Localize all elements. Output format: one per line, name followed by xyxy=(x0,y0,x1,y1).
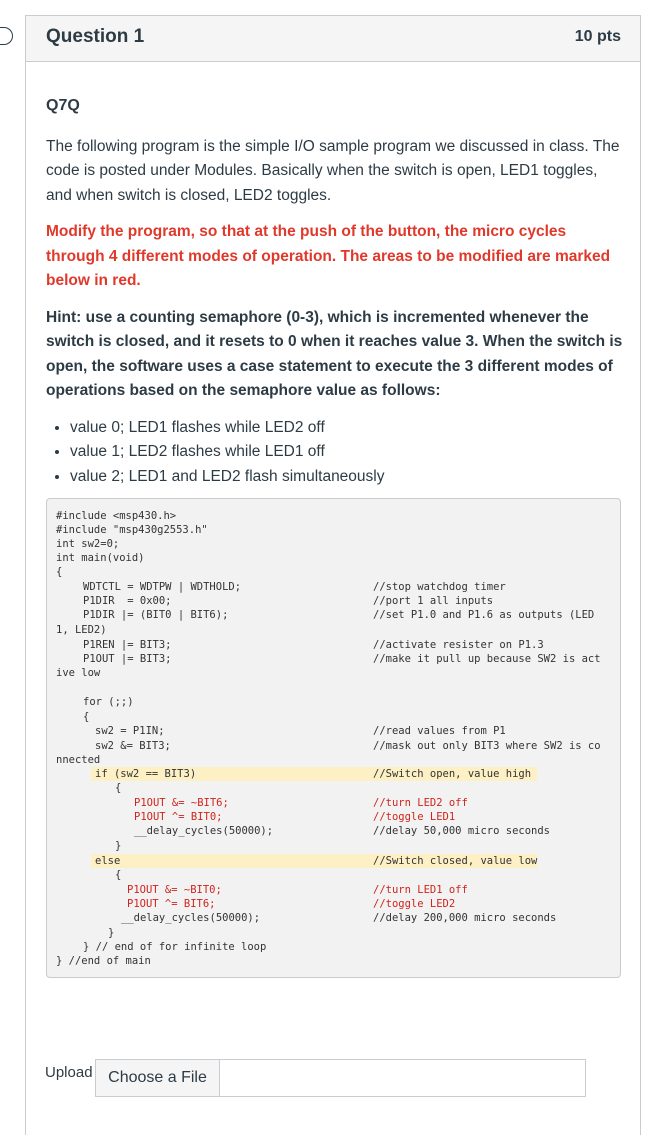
upload-label: Upload xyxy=(45,1064,93,1081)
code-line: P1OUT ^= BIT0; xyxy=(134,811,223,823)
code-line: P1OUT ^= BIT6; xyxy=(127,898,216,910)
hint-rest-text: When the switch is open, the software uses a case statement to execute the 3 different modes of operations based on the semaphore value as follows: xyxy=(46,333,623,399)
code-line: P1DIR = 0x00; xyxy=(83,595,172,607)
code-comment: //turn LED1 off xyxy=(373,884,468,896)
code-line: } xyxy=(108,927,115,939)
code-comment: //Switch closed, value low xyxy=(373,855,538,867)
code-line: for (;;) xyxy=(83,696,134,708)
code-line: P1OUT &= ~BIT6; xyxy=(134,797,229,809)
code-line: WDTCTL = WDTPW | WDTHOLD; xyxy=(83,581,242,593)
code-comment: //toggle LED1 xyxy=(373,811,456,823)
file-upload-field[interactable] xyxy=(95,1059,586,1097)
question-header xyxy=(26,16,640,62)
code-line: P1REN |= BIT3; xyxy=(83,639,172,651)
hint-bold-text: Hint: use a counting semaphore (0-3), which is incremented whenever the switch is closed, and it resets to 0 when it reaches value 3. xyxy=(46,308,589,350)
code-line: #include "msp430g2553.h" xyxy=(56,524,208,536)
code-line: ive low xyxy=(56,667,101,679)
choose-file-button[interactable]: Choose a File xyxy=(96,1060,220,1096)
code-comment: //toggle LED2 xyxy=(373,898,456,910)
code-line: P1OUT |= BIT3; xyxy=(83,653,172,665)
code-comment: //port 1 all inputs xyxy=(373,595,494,607)
instruction-paragraph: Modify the program, so that at the push of the button, the micro cycles through 4 different modes of operation. The areas to be modified are marked below in red. xyxy=(46,223,611,289)
code-line: P1OUT &= ~BIT0; xyxy=(127,884,222,896)
code-line: __delay_cycles(50000); xyxy=(134,825,274,837)
code-line: { xyxy=(115,782,122,794)
code-comment: //set P1.0 and P1.6 as outputs (LED xyxy=(373,609,595,621)
question-heading: Q7Q xyxy=(46,97,80,114)
code-line: #include <msp430.h> xyxy=(56,510,177,522)
code-comment: //activate resister on P1.3 xyxy=(373,639,544,651)
code-line: __delay_cycles(50000); xyxy=(121,912,261,924)
code-line: } // end of for infinite loop xyxy=(83,941,267,953)
code-line: sw2 = P1IN; xyxy=(95,725,165,737)
code-line: sw2 &= BIT3; xyxy=(95,740,171,752)
list-item: • value 0; LED1 flashes while LED2 off xyxy=(70,416,624,441)
code-comment: //read values from P1 xyxy=(373,725,506,737)
mode-list xyxy=(46,416,624,490)
list-item: • value 2; LED1 and LED2 flash simultaneously xyxy=(70,465,624,490)
code-comment: //Switch open, value high xyxy=(373,768,532,780)
code-line: } //end of main xyxy=(56,955,151,967)
code-comment: //stop watchdog timer xyxy=(373,581,506,593)
intro-paragraph: The following program is the simple I/O sample program we discussed in class. The code is posted under Modules. Basically when the switch is open, LED1 toggles, and when switch is closed, LED2 toggles. xyxy=(46,137,620,204)
code-line: { xyxy=(115,869,122,881)
code-line: 1, LED2) xyxy=(56,624,107,636)
question-title: Question 1 xyxy=(46,26,145,47)
code-line: { xyxy=(56,566,63,578)
question-panel xyxy=(25,15,641,1135)
code-line: P1DIR |= (BIT0 | BIT6); xyxy=(83,609,229,621)
list-item: • value 1; LED2 flashes while LED1 off xyxy=(70,440,624,465)
code-comment: //mask out only BIT3 where SW2 is co xyxy=(373,740,601,752)
code-line: } xyxy=(115,840,122,852)
code-line: int sw2=0; xyxy=(56,538,120,550)
hint-paragraph xyxy=(46,306,624,404)
code-line: nnected xyxy=(56,754,101,766)
code-comment: //delay 200,000 micro seconds xyxy=(373,912,557,924)
code-line: int main(void) xyxy=(56,552,145,564)
code-comment: //delay 50,000 micro seconds xyxy=(373,825,551,837)
code-comment: //turn LED2 off xyxy=(373,797,468,809)
question-points: 10 pts xyxy=(574,28,621,45)
question-nav-marker xyxy=(0,27,13,45)
code-line: else xyxy=(95,855,121,867)
code-line: if (sw2 == BIT3) xyxy=(95,768,197,780)
code-comment: //make it pull up because SW2 is act xyxy=(373,653,601,665)
question-body xyxy=(46,94,624,489)
code-block xyxy=(46,498,621,978)
code-line: { xyxy=(83,711,90,723)
